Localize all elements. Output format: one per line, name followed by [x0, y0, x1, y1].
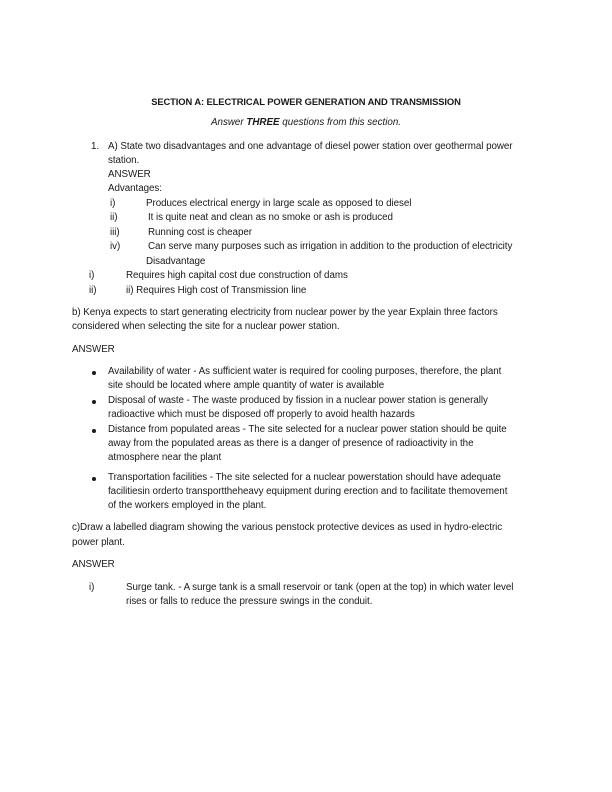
- answer-label-c: ANSWER: [72, 559, 115, 570]
- bullet-line: of the workers employed in the plant.: [108, 500, 267, 511]
- advantage-marker: iii): [110, 227, 120, 238]
- bullet-line: facilitiesin orderto transporttheheavy equipment during erection and to facilitate themovement: [108, 486, 508, 497]
- section-instruction: [0, 117, 612, 128]
- disadvantage-marker: ii): [89, 285, 97, 296]
- advantage-text: It is quite neat and clean as no smoke or ash is produced: [148, 212, 393, 223]
- question-b-line2: considered when selecting the site for a nuclear power station.: [72, 321, 340, 332]
- bullet-line: away from the populated areas as there is a danger of presence of radioactivity in the: [108, 438, 474, 449]
- item-line: Surge tank. - A surge tank is a small reservoir or tank (open at the top) in which water level: [126, 582, 514, 593]
- item-marker: i): [89, 582, 95, 593]
- question-number: 1.: [91, 141, 100, 152]
- instruction-prefix: Answer: [210, 117, 247, 128]
- advantage-text: Produces electrical energy in large scale as opposed to diesel: [146, 198, 412, 209]
- bullet-icon: [92, 400, 96, 404]
- bullet-icon: [92, 429, 96, 433]
- bullet-line: Availability of water - As sufficient water is required for cooling purposes, therefore, the plant: [108, 366, 502, 377]
- question-a-line1: A) State two disadvantages and one advantage of diesel power station over geothermal power: [108, 141, 513, 152]
- section-title: SECTION A: ELECTRICAL POWER GENERATION AND TRANSMISSION: [151, 96, 461, 107]
- instruction-suffix: questions from this section.: [279, 117, 402, 128]
- question-c-line1: c)Draw a labelled diagram showing the various penstock protective devices as used in hydro-electric: [72, 522, 503, 533]
- bullet-icon: [92, 371, 96, 375]
- advantage-text: Can serve many purposes such as irrigation in addition to the production of electricity: [148, 241, 513, 252]
- answer-label-b: ANSWER: [72, 344, 115, 355]
- bullet-icon: [92, 477, 96, 481]
- advantage-marker: i): [110, 198, 116, 209]
- disadvantage-text: Requires high capital cost due construction of dams: [126, 270, 348, 281]
- advantage-text: Running cost is cheaper: [148, 227, 252, 238]
- bullet-line: Transportation facilities - The site selected for a nuclear powerstation should have adequate: [108, 472, 501, 483]
- advantage-marker: ii): [110, 212, 118, 223]
- question-b-line1: b) Kenya expects to start generating electricity from nuclear power by the year Explain three factors: [72, 307, 498, 318]
- disadvantage-marker: i): [89, 270, 95, 281]
- disadvantage-label: Disadvantage: [146, 256, 206, 267]
- bullet-line: Distance from populated areas - The site selected for a nuclear power station should be quite: [108, 424, 507, 435]
- question-c-line2: power plant.: [72, 537, 125, 548]
- disadvantage-text: ii) Requires High cost of Transmission line: [126, 285, 307, 296]
- bullet-line: site should be located where ample quantity of water is available: [108, 380, 385, 391]
- item-line: rises or falls to reduce the pressure swings in the conduit.: [126, 596, 373, 607]
- advantages-label: Advantages:: [108, 183, 162, 194]
- advantage-marker: iv): [110, 241, 121, 252]
- bullet-line: radioactive which must be disposed off properly to avoid health hazards: [108, 409, 415, 420]
- bullet-line: Disposal of waste - The waste produced by fission in a nuclear power station is generally: [108, 395, 488, 406]
- instruction-bold: THREE: [246, 117, 280, 128]
- bullet-line: atmosphere near the plant: [108, 452, 222, 463]
- question-a-line2: station.: [108, 155, 140, 166]
- answer-label-a: ANSWER: [108, 169, 151, 180]
